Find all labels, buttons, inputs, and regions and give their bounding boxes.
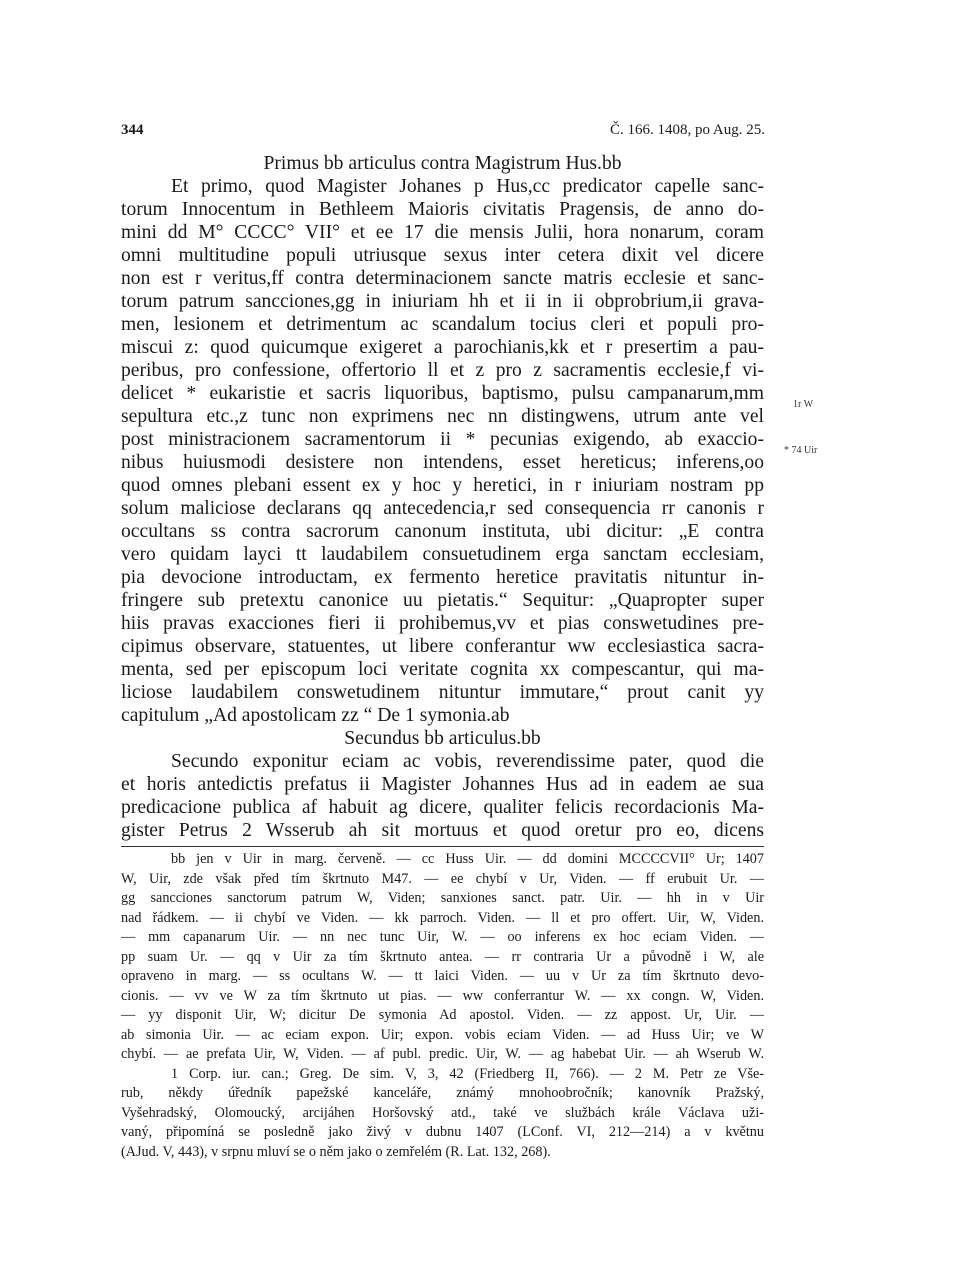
footnote-line: — mm capanarum Uir. — nn nec tunc Uir, W. — oo inferens ex hoc eciam Viden. — <box>121 929 764 945</box>
text-line: torum Innocentum in Bethleem Maioris civitatis Pragensis, de anno do- <box>121 199 764 220</box>
text-line: vero quidam layci tt laudabilem consuetudinem erga sanctam ecclesiam, <box>121 544 764 565</box>
heading-article-1: Primus bb articulus contra Magistrum Hus.bb <box>263 153 622 174</box>
footnotes <box>121 850 764 1162</box>
margin-note-folio: 1r W <box>793 399 814 410</box>
text-line: gister Petrus 2 Wsserub ah sit mortuus et quod oretur pro eo, dicens <box>121 820 764 841</box>
text-line: Secundo exponitur eciam ac vobis, reverendissime pater, quod die <box>171 751 764 772</box>
running-header: Č. 166. 1408, po Aug. 25. <box>609 122 765 138</box>
footnote-line: nad řádkem. — ii chybí ve Viden. — kk parroch. Viden. — ll et pro offert. Uir, W, Viden. <box>121 909 764 926</box>
text-line: non est r veritus,ff contra determinacionem sancte matris ecclesie et sanc- <box>121 268 764 289</box>
text-line: delicet * eukaristie et sacris liquoribus, baptismo, pulsu campanarum,mm <box>121 383 764 404</box>
text-line: menta, sed per episcopum loci veritate cognita xx compescantur, qui ma- <box>121 659 764 680</box>
text-line: hiis pravas exacciones fieri ii prohibemus,vv et pias conswetudines pre- <box>121 613 764 634</box>
footnote-line: vaný, připomíná se posledně jako živý v dubnu 1407 (LConf. VI, 212—214) a v květnu <box>121 1124 764 1140</box>
footnote-line: W, Uir, zde však před tím škrtnuto M47. — ee chybí v Ur, Viden. — ff erubuit Ur. — <box>121 870 764 887</box>
text-line: liciose laudabilem conswetudinem nituntur immutare,“ prout canit yy <box>121 682 764 703</box>
text-line: fringere sub pretextu canonice uu pietatis.“ Sequitur: „Quapropter super <box>121 590 764 611</box>
text-line: miscui z: quod quicumque exigeret a parochianis,kk et r presertim a pau- <box>121 337 764 358</box>
footnote-line: chybí. — ae prefata Uir, W, Viden. — af publ. predic. Uir, W. — ag habebat Uir. — ah Wserub W. <box>121 1046 764 1062</box>
text-line: omni multitudine populi utriusque sexus inter cetera dixit vel dicere <box>121 245 764 266</box>
footnote-line: 1 Corp. iur. can.; Greg. De sim. V, 3, 42 (Friedberg II, 766). — 2 M. Petr ze Vše- <box>171 1065 764 1082</box>
text-line: torum patrum sancciones,gg in iniuriam hh et ii in ii obprobrium,ii grava- <box>121 291 764 312</box>
footnote-line: Vyšehradský, Olomoucký, arcijáhen Horšovský atd., také ve službách krále Václava uži- <box>121 1104 764 1121</box>
heading-article-2: Secundus bb articulus.bb <box>344 728 541 749</box>
footnote-line: (AJud. V, 443), v srpnu mluví se o něm jako o zemřelém (R. Lat. 132, 268). <box>121 1143 551 1160</box>
text-line: quod omnes plebani essent ex y hoc y heretici, in r iniuriam nostram pp <box>121 475 764 496</box>
text-line: post ministracionem sacramentorum ii * pecunias exigendo, ab exaccio- <box>121 429 764 450</box>
text-line: pia devocione introductam, ex fermento heretice pravitatis nituntur in- <box>121 567 764 588</box>
footnote-line: pp suam Ur. — qq v Uir za tím škrtnuto antea. — rr contraria Ur a původně i W, ale <box>121 948 764 965</box>
text-line: solum maliciose declarans qq antecedencia,r sed consequencia rr canonis r <box>121 498 764 519</box>
text-line: occultans ss contra sacrorum canonum instituta, ubi dicitur: „E contra <box>121 521 764 542</box>
footnote-line: ab simonia Uir. — ac eciam expon. Uir; expon. vobis eciam Viden. — ad Huss Uir; ve W <box>121 1026 764 1043</box>
text-line: capitulum „Ad apostolicam zz “ De 1 symonia.ab <box>121 705 510 726</box>
margin-note-folio: * 74 Uir <box>784 445 818 456</box>
footnote-line: opraveno in marg. — ss ocultans W. — tt laici Viden. — uu v Ur za tím škrtnuto devo- <box>121 968 764 984</box>
text-line: cipimus observare, statuentes, ut libere conferantur ww ecclesiastica sacra- <box>121 636 764 657</box>
text-line: nibus huiusmodi desistere non intendens, esset hereticus; inferens,oo <box>121 452 764 473</box>
text-line: mini dd M° CCCC° VII° et ee 17 die mensis Julii, hora nonarum, coram <box>121 222 764 243</box>
text-line: men, lesionem et detrimentum ac scandalum tocius cleri et populi pro- <box>121 314 764 335</box>
footnote-line: cionis. — vv ve W za tím škrtnuto ut pias. — ww conferrantur W. — xx congn. W, Viden. <box>121 987 764 1004</box>
text-line: et horis antedictis prefatus ii Magister Johannes Hus ad in eadem ae sua <box>121 774 764 795</box>
text-line: predicacione publica af habuit ag dicere, qualiter felicis recordacionis Ma- <box>121 797 764 818</box>
text-line: sepultura etc.,z tunc non exprimens nec nn distingwens, utrum ante vel <box>121 406 764 427</box>
footnote-divider <box>121 846 764 847</box>
text-line: peribus, pro confessione, offertorio ll et z pro z sacramentis ecclesie,f vi- <box>121 360 764 381</box>
main-text <box>121 152 764 842</box>
footnote-line: rub, někdy úředník papežské kanceláře, známý mnohoobročník; kanovník Pražský, <box>121 1085 764 1101</box>
page-number: 344 <box>121 122 144 138</box>
footnote-line: — yy disponit Uir, W; dicitur De symonia Ad apostol. Viden. — zz appost. Ur, Uir. — <box>121 1007 764 1023</box>
footnote-line: bb jen v Uir in marg. červeně. — cc Huss Uir. — dd domini MCCCCVII° Ur; 1407 <box>171 851 764 867</box>
text-line: Et primo, quod Magister Johanes p Hus,cc predicator capelle sanc- <box>171 176 764 197</box>
footnote-line: gg sancciones sanctorum patrum W, Viden; sanxiones sanct. patr. Uir. — hh in v Uir <box>121 890 764 906</box>
